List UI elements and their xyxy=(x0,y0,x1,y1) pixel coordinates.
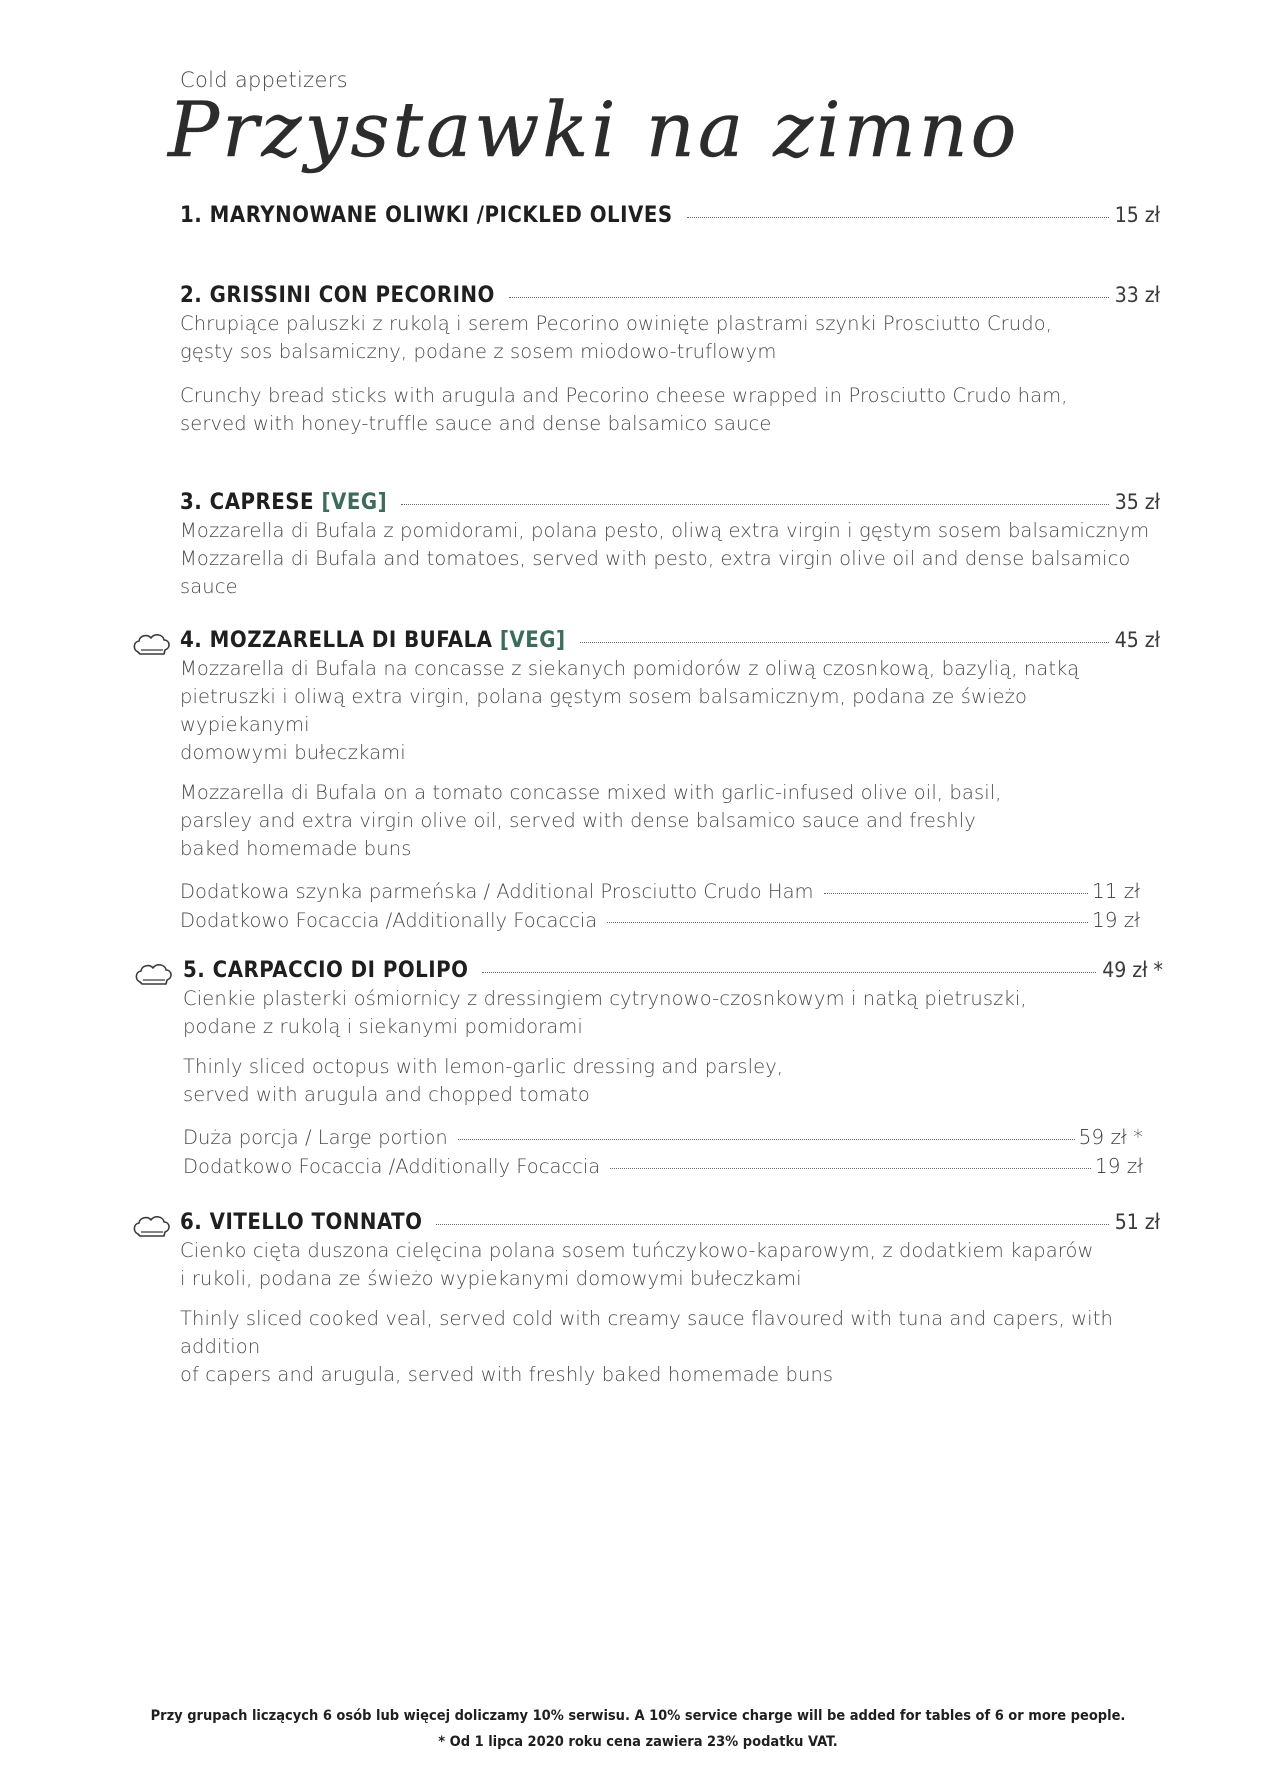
menu-item xyxy=(180,283,1160,438)
addon-price: 59 zł * xyxy=(1078,1125,1143,1149)
dotted-leader xyxy=(580,642,1109,643)
footer-service-note: Przy grupach liczących 6 osób lub więcej doliczamy 10% serwisu. A 10% service charge will be added for tables of 6 or more people. xyxy=(150,1708,1126,1724)
addon-row xyxy=(180,906,1140,935)
addon-row xyxy=(183,1152,1143,1181)
menu-item xyxy=(183,958,1163,1181)
chef-hat-icon xyxy=(132,632,172,658)
item-name: 5. CARPACCIO DI POLIPO xyxy=(183,958,469,983)
footer-vat-note: * Od 1 lipca 2020 roku cena zawiera 23% podatku VAT. xyxy=(438,1734,838,1750)
item-description-en: Crunchy bread sticks with arugula and Pecorino cheese wrapped in Prosciutto Crudo ham, served with honey-truffle sauce and dense balsamico sauce xyxy=(180,384,1068,435)
menu-item xyxy=(180,628,1160,935)
menu-item xyxy=(180,1210,1160,1389)
dotted-leader xyxy=(482,972,1096,973)
dotted-leader xyxy=(401,504,1109,505)
dotted-leader xyxy=(458,1139,1075,1140)
addon-row xyxy=(183,1123,1143,1152)
item-header xyxy=(183,958,1163,983)
veg-tag: [VEG] xyxy=(499,628,566,653)
addon-label: Dodatkowo Focaccia /Additionally Focaccia xyxy=(180,909,598,932)
dotted-leader xyxy=(687,217,1109,218)
item-description-pl: Mozzarella di Bufala na concasse z siekanych pomidorów z oliwą czosnkową, bazylią, natką pietruszki i oliwą extra virgin, polana gęstym sosem balsamicznym, podana ze świeżo wypiekanymi domowymi bułeczkami xyxy=(180,657,1080,764)
item-header xyxy=(180,490,1160,515)
menu-item xyxy=(180,490,1160,601)
chef-hat-icon xyxy=(132,1214,172,1240)
section-title: Przystawki na zimno xyxy=(168,85,1020,174)
addon-price: 11 zł xyxy=(1092,879,1140,903)
item-description-pl: Mozzarella di Bufala z pomidorami, polana pesto, oliwą extra virgin i gęstym sosem balsamicznym xyxy=(180,519,1150,542)
item-description-pl: Cienkie plasterki ośmiornicy z dressingiem cytrynowo-czosnkowym i natką pietruszki, podane z rukolą i siekanymi pomidorami xyxy=(183,987,1027,1038)
item-price: 51 zł xyxy=(1114,1210,1160,1234)
item-header xyxy=(180,283,1160,308)
item-description-en: Mozzarella di Bufala and tomatoes, served with pesto, extra virgin olive oil and dense balsamico sauce xyxy=(180,547,1131,598)
item-description-en: Mozzarella di Bufala on a tomato concasse mixed with garlic-infused olive oil, basil, parsley and extra virgin olive oil, served with dense balsamico sauce and freshly baked homemade buns xyxy=(180,781,1002,860)
addon-row xyxy=(180,877,1140,906)
item-name: 4. MOZZARELLA DI BUFALA [VEG] xyxy=(180,628,566,653)
section-subtitle: Cold appetizers xyxy=(180,68,348,92)
addon-label: Dodatkowa szynka parmeńska / Additional Prosciutto Crudo Ham xyxy=(180,880,814,903)
item-addons xyxy=(183,1123,1163,1181)
item-description-pl: Chrupiące paluszki z rukolą i serem Pecorino owinięte plastrami szynki Prosciutto Crudo, gęsty sos balsamiczny, podane z sosem miodowo-truflowym xyxy=(180,312,1053,363)
item-description-en: Thinly sliced cooked veal, served cold with creamy sauce flavoured with tuna and capers, with addition of capers and arugula, served with freshly baked homemade buns xyxy=(180,1307,1113,1386)
item-name: 1. MARYNOWANE OLIWKI /PICKLED OLIVES xyxy=(180,203,673,228)
menu-item xyxy=(180,203,1160,228)
item-price: 15 zł xyxy=(1114,203,1160,227)
chef-hat-icon xyxy=(134,962,174,988)
addon-label: Duża porcja / Large portion xyxy=(183,1126,448,1149)
item-price: 49 zł * xyxy=(1102,958,1163,982)
addon-label: Dodatkowo Focaccia /Additionally Focaccia xyxy=(183,1155,601,1178)
item-name: 6. VITELLO TONNATO xyxy=(180,1210,423,1235)
item-price: 33 zł xyxy=(1114,283,1160,307)
dotted-leader xyxy=(607,922,1088,923)
item-header xyxy=(180,203,1160,228)
veg-tag: [VEG] xyxy=(321,490,388,515)
item-name: 3. CAPRESE [VEG] xyxy=(180,490,388,515)
dotted-leader xyxy=(436,1224,1108,1225)
addon-price: 19 zł xyxy=(1095,1154,1143,1178)
item-header xyxy=(180,628,1160,653)
item-header xyxy=(180,1210,1160,1235)
item-addons xyxy=(180,877,1160,935)
item-price: 45 zł xyxy=(1114,628,1160,652)
dotted-leader xyxy=(509,297,1109,298)
dotted-leader xyxy=(610,1168,1091,1169)
item-description-en: Thinly sliced octopus with lemon-garlic dressing and parsley, served with arugula and chopped tomato xyxy=(183,1055,784,1106)
item-description-pl: Cienko cięta duszona cielęcina polana sosem tuńczykowo-kaparowym, z dodatkiem kaparów i rukoli, podana ze świeżo wypiekanymi domowymi bułeczkami xyxy=(180,1239,1094,1290)
item-price: 35 zł xyxy=(1114,490,1160,514)
item-name: 2. GRISSINI CON PECORINO xyxy=(180,283,495,308)
dotted-leader xyxy=(824,893,1088,894)
addon-price: 19 zł xyxy=(1092,908,1140,932)
